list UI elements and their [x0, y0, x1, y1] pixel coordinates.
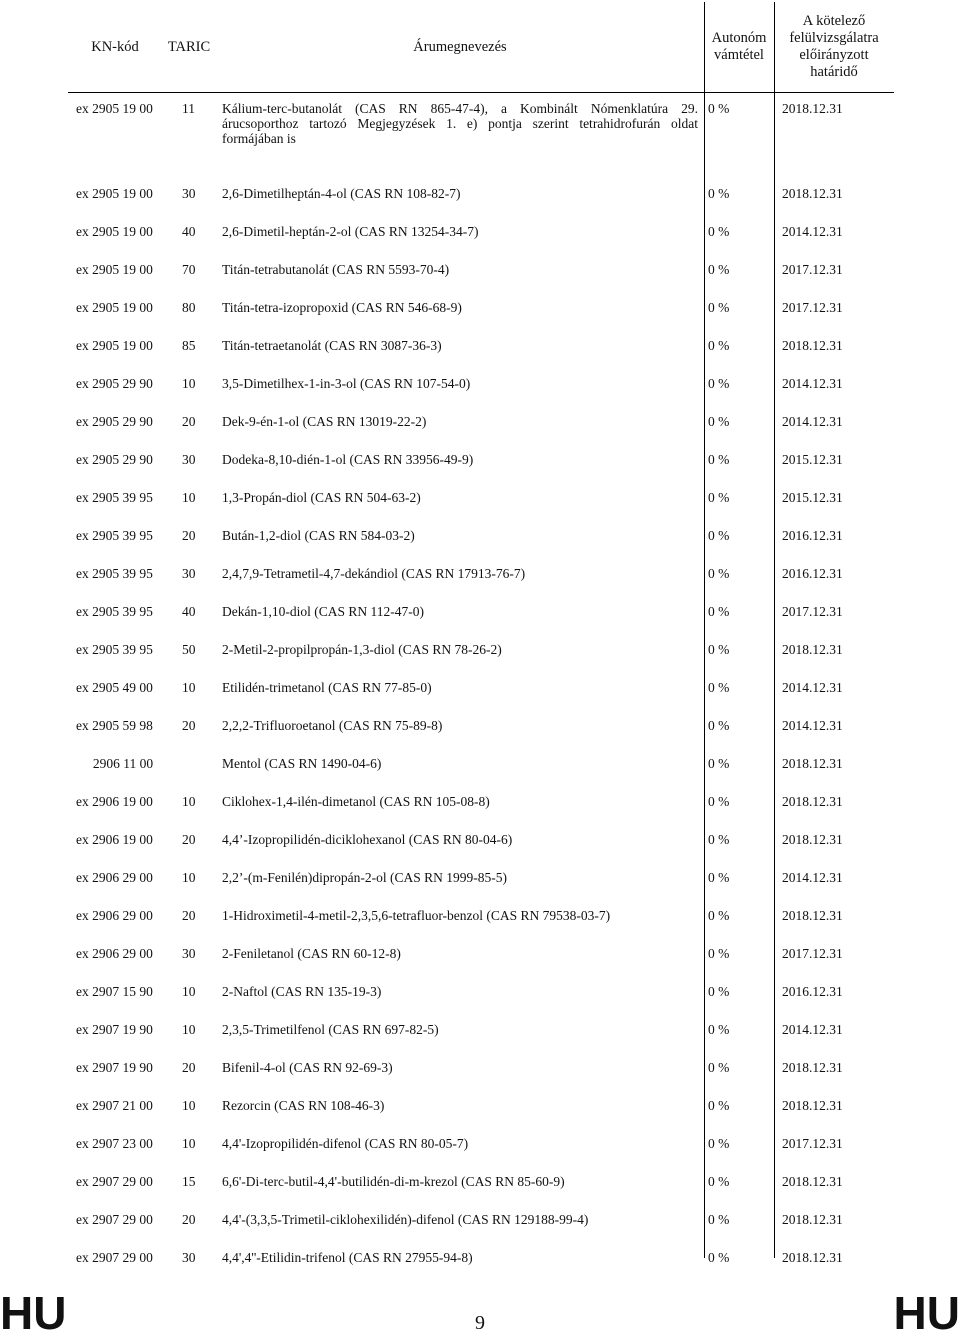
- cell-rate: 0 %: [708, 680, 730, 695]
- cell-taric: 40: [182, 224, 196, 239]
- cell-kn-code: ex 2906 19 00: [76, 794, 153, 809]
- cell-review-date: 2018.12.31: [782, 186, 843, 201]
- cell-review-date: 2017.12.31: [782, 946, 843, 961]
- table-row: [68, 479, 894, 517]
- cell-description: 2,4,7,9-Tetrametil-4,7-dekándiol (CAS RN 17913-76-7): [222, 566, 526, 581]
- cell-kn-code: ex 2906 29 00: [76, 908, 153, 923]
- cell-taric: 30: [182, 186, 196, 201]
- cell-description: Bután-1,2-diol (CAS RN 584-03-2): [222, 528, 415, 543]
- table-row: [68, 175, 894, 213]
- cell-taric: 30: [182, 946, 196, 961]
- cell-description: 2,6-Dimetil-heptán-2-ol (CAS RN 13254-34-7): [222, 224, 479, 239]
- cell-rate: 0 %: [708, 642, 730, 657]
- cell-review-date: 2017.12.31: [782, 300, 843, 315]
- cell-taric: 85: [182, 338, 196, 353]
- cell-review-date: 2018.12.31: [782, 642, 843, 657]
- cell-description: 2,2’-(m-Fenilén)dipropán-2-ol (CAS RN 1999-85-5): [222, 870, 507, 885]
- cell-rate: 0 %: [708, 1136, 730, 1151]
- cell-kn-code: ex 2907 29 00: [76, 1250, 153, 1265]
- cell-description: 2,2,2-Trifluoroetanol (CAS RN 75-89-8): [222, 718, 443, 733]
- cell-review-date: 2016.12.31: [782, 984, 843, 999]
- table-row: [68, 555, 894, 593]
- cell-review-date: 2017.12.31: [782, 262, 843, 277]
- cell-rate: 0 %: [708, 1250, 730, 1265]
- cell-review-date: 2014.12.31: [782, 376, 843, 391]
- cell-taric: 20: [182, 414, 196, 429]
- cell-taric: 70: [182, 262, 196, 277]
- cell-rate: 0 %: [708, 870, 730, 885]
- table-row: [68, 1163, 894, 1201]
- cell-description: Dekán-1,10-diol (CAS RN 112-47-0): [222, 604, 424, 619]
- cell-taric: 50: [182, 642, 196, 657]
- cell-review-date: 2018.12.31: [782, 1174, 843, 1189]
- cell-kn-code: ex 2907 29 00: [76, 1174, 153, 1189]
- table-row: [68, 251, 894, 289]
- table-row: [68, 289, 894, 327]
- cell-kn-code: ex 2906 19 00: [76, 832, 153, 847]
- cell-rate: 0 %: [708, 1174, 730, 1189]
- cell-review-date: 2014.12.31: [782, 414, 843, 429]
- cell-review-date: 2018.12.31: [782, 338, 843, 353]
- cell-description: Etilidén-trimetanol (CAS RN 77-85-0): [222, 680, 432, 695]
- cell-review-date: 2016.12.31: [782, 528, 843, 543]
- cell-kn-code: ex 2907 15 90: [76, 984, 153, 999]
- cell-review-date: 2014.12.31: [782, 870, 843, 885]
- cell-kn-code: ex 2906 29 00: [76, 870, 153, 885]
- cell-review-date: 2018.12.31: [782, 908, 843, 923]
- cell-review-date: 2017.12.31: [782, 1136, 843, 1151]
- table-row: [68, 935, 894, 973]
- table-row: [68, 1087, 894, 1125]
- cell-kn-code: ex 2905 39 95: [76, 528, 153, 543]
- header-review-date: A kötelező felülvizsgálatra előirányzott határidő: [789, 13, 879, 80]
- cell-description: 4,4’-Izopropilidén-diciklohexanol (CAS RN 80-04-6): [222, 832, 513, 847]
- table-row: [68, 745, 894, 783]
- table-row: [68, 327, 894, 365]
- cell-rate: 0 %: [708, 832, 730, 847]
- cell-rate: 0 %: [708, 1212, 730, 1227]
- cell-rate: 0 %: [708, 338, 730, 353]
- cell-kn-code: ex 2905 19 00: [76, 338, 153, 353]
- cell-taric: 20: [182, 908, 196, 923]
- cell-review-date: 2018.12.31: [782, 101, 843, 116]
- cell-description: 3,5-Dimetilhex-1-in-3-ol (CAS RN 107-54-0): [222, 376, 471, 391]
- cell-description: 4,4'-Izopropilidén-difenol (CAS RN 80-05-7): [222, 1136, 469, 1151]
- cell-rate: 0 %: [708, 566, 730, 581]
- page-number: 9: [475, 1312, 485, 1334]
- cell-rate: 0 %: [708, 1022, 730, 1037]
- cell-description: 6,6'-Di-terc-butil-4,4'-butilidén-di-m-krezol (CAS RN 85-60-9): [222, 1174, 565, 1189]
- cell-description: 4,4'-(3,3,5-Trimetil-ciklohexilidén)-difenol (CAS RN 129188-99-4): [222, 1212, 589, 1227]
- table-row: [68, 593, 894, 631]
- table-row: [68, 707, 894, 745]
- cell-description: Ciklohex-1,4-ilén-dimetanol (CAS RN 105-08-8): [222, 794, 490, 809]
- cell-rate: 0 %: [708, 984, 730, 999]
- table-row: [68, 631, 894, 669]
- cell-taric: 30: [182, 566, 196, 581]
- table-row: [68, 441, 894, 479]
- cell-review-date: 2017.12.31: [782, 604, 843, 619]
- cell-description: Mentol (CAS RN 1490-04-6): [222, 756, 382, 771]
- table-row: [68, 1125, 894, 1163]
- cell-review-date: 2014.12.31: [782, 680, 843, 695]
- cell-rate: 0 %: [708, 376, 730, 391]
- cell-description: 1-Hidroximetil-4-metil-2,3,5,6-tetrafluor-benzol (CAS RN 79538-03-7): [222, 908, 611, 923]
- cell-description: Titán-tetraetanolát (CAS RN 3087-36-3): [222, 338, 442, 353]
- cell-taric: 15: [182, 1174, 196, 1189]
- cell-taric: 10: [182, 490, 196, 505]
- table-row: [68, 1011, 894, 1049]
- footer-country-code-left: HU: [0, 1287, 67, 1339]
- cell-kn-code: ex 2905 19 00: [76, 224, 153, 239]
- cell-description: 2-Metil-2-propilpropán-1,3-diol (CAS RN 78-26-2): [222, 642, 502, 657]
- cell-kn-code: ex 2905 39 95: [76, 490, 153, 505]
- cell-description: Dek-9-én-1-ol (CAS RN 13019-22-2): [222, 414, 427, 429]
- cell-description: 2-Naftol (CAS RN 135-19-3): [222, 984, 382, 999]
- cell-review-date: 2014.12.31: [782, 718, 843, 733]
- cell-rate: 0 %: [708, 1060, 730, 1075]
- cell-description: 2,3,5-Trimetilfenol (CAS RN 697-82-5): [222, 1022, 439, 1037]
- cell-taric: 10: [182, 1098, 196, 1113]
- cell-rate: 0 %: [708, 946, 730, 961]
- table-row: [68, 213, 894, 251]
- header-taric: TARIC: [167, 38, 211, 55]
- table-row: [68, 1201, 894, 1239]
- table-row: [68, 859, 894, 897]
- cell-description: 2,6-Dimetilheptán-4-ol (CAS RN 108-82-7): [222, 186, 461, 201]
- cell-rate: 0 %: [708, 224, 730, 239]
- cell-description: Kálium-terc-butanolát (CAS RN 865-47-4), a Kombinált Nómenklatúra 29. árucsoporthoz tartozó Megjegyzések 1. e) pontja szerint tetrahidrofurán oldat formájában is: [222, 101, 698, 146]
- cell-review-date: 2015.12.31: [782, 490, 843, 505]
- cell-rate: 0 %: [708, 186, 730, 201]
- cell-description: Bifenil-4-ol (CAS RN 92-69-3): [222, 1060, 393, 1075]
- cell-review-date: 2018.12.31: [782, 832, 843, 847]
- table-row: [68, 821, 894, 859]
- cell-review-date: 2014.12.31: [782, 224, 843, 239]
- table-row: [68, 517, 894, 555]
- cell-review-date: 2018.12.31: [782, 756, 843, 771]
- cell-taric: 20: [182, 1212, 196, 1227]
- cell-description: Titán-tetra-izopropoxid (CAS RN 546-68-9): [222, 300, 462, 315]
- cell-kn-code: ex 2907 23 00: [76, 1136, 153, 1151]
- cell-taric: 20: [182, 528, 196, 543]
- cell-taric: 20: [182, 832, 196, 847]
- table-row: [68, 403, 894, 441]
- cell-taric: 30: [182, 452, 196, 467]
- header-autonomous-rate: Autonóm vámtétel: [711, 30, 767, 63]
- cell-rate: 0 %: [708, 756, 730, 771]
- table-row: [68, 365, 894, 403]
- cell-taric: 10: [182, 984, 196, 999]
- cell-kn-code: ex 2905 39 95: [76, 604, 153, 619]
- cell-taric: 10: [182, 1022, 196, 1037]
- cell-taric: 10: [182, 870, 196, 885]
- cell-taric: 10: [182, 376, 196, 391]
- cell-rate: 0 %: [708, 262, 730, 277]
- cell-kn-code: ex 2905 19 00: [76, 262, 153, 277]
- cell-rate: 0 %: [708, 528, 730, 543]
- cell-taric: 10: [182, 1136, 196, 1151]
- cell-rate: 0 %: [708, 101, 730, 116]
- cell-review-date: 2018.12.31: [782, 1250, 843, 1265]
- header-description: Árumegnevezés: [413, 38, 507, 55]
- table-row: [68, 1049, 894, 1087]
- cell-taric: 11: [182, 101, 195, 116]
- cell-taric: 20: [182, 1060, 196, 1075]
- cell-description: 1,3-Propán-diol (CAS RN 504-63-2): [222, 490, 421, 505]
- cell-kn-code: 2906 11 00: [92, 756, 154, 771]
- cell-kn-code: ex 2905 59 98: [76, 718, 153, 733]
- cell-rate: 0 %: [708, 1098, 730, 1113]
- cell-kn-code: ex 2905 29 90: [76, 452, 153, 467]
- cell-kn-code: ex 2905 39 95: [76, 566, 153, 581]
- cell-description: Titán-tetrabutanolát (CAS RN 5593-70-4): [222, 262, 450, 277]
- cell-rate: 0 %: [708, 604, 730, 619]
- cell-rate: 0 %: [708, 718, 730, 733]
- cell-taric: 10: [182, 794, 196, 809]
- cell-taric: 30: [182, 1250, 196, 1265]
- cell-kn-code: ex 2907 19 90: [76, 1060, 153, 1075]
- cell-kn-code: ex 2907 21 00: [76, 1098, 153, 1113]
- cell-review-date: 2018.12.31: [782, 1060, 843, 1075]
- table-row: [68, 783, 894, 821]
- cell-rate: 0 %: [708, 490, 730, 505]
- cell-review-date: 2018.12.31: [782, 794, 843, 809]
- cell-description: 4,4',4''-Etilidin-trifenol (CAS RN 27955-94-8): [222, 1250, 473, 1265]
- table-body: [68, 93, 894, 1277]
- cell-rate: 0 %: [708, 452, 730, 467]
- cell-taric: 10: [182, 680, 196, 695]
- cell-taric: 20: [182, 718, 196, 733]
- cell-description: Dodeka-8,10-dién-1-ol (CAS RN 33956-49-9): [222, 452, 474, 467]
- cell-review-date: 2018.12.31: [782, 1098, 843, 1113]
- cell-kn-code: ex 2907 29 00: [76, 1212, 153, 1227]
- cell-kn-code: ex 2907 19 90: [76, 1022, 153, 1037]
- cell-kn-code: ex 2906 29 00: [76, 946, 153, 961]
- cell-review-date: 2018.12.31: [782, 1212, 843, 1227]
- cell-taric: 40: [182, 604, 196, 619]
- table-row: [68, 669, 894, 707]
- table-row: [68, 973, 894, 1011]
- cell-rate: 0 %: [708, 414, 730, 429]
- cell-rate: 0 %: [708, 300, 730, 315]
- table-row: [68, 897, 894, 935]
- tariff-table: [68, 2, 894, 1277]
- cell-kn-code: ex 2905 39 95: [76, 642, 153, 657]
- header-kn-code: KN-kód: [91, 38, 139, 55]
- footer-country-code-right: HU: [893, 1287, 960, 1339]
- cell-kn-code: ex 2905 29 90: [76, 376, 153, 391]
- cell-review-date: 2016.12.31: [782, 566, 843, 581]
- cell-description: 2-Feniletanol (CAS RN 60-12-8): [222, 946, 401, 961]
- table-row: [68, 93, 894, 175]
- cell-description: Rezorcin (CAS RN 108-46-3): [222, 1098, 385, 1113]
- cell-taric: 80: [182, 300, 196, 315]
- cell-review-date: 2014.12.31: [782, 1022, 843, 1037]
- cell-rate: 0 %: [708, 908, 730, 923]
- cell-kn-code: ex 2905 29 90: [76, 414, 153, 429]
- cell-rate: 0 %: [708, 794, 730, 809]
- cell-kn-code: ex 2905 49 00: [76, 680, 153, 695]
- cell-kn-code: ex 2905 19 00: [76, 300, 153, 315]
- table-header: [68, 2, 894, 93]
- table-row: [68, 1239, 894, 1277]
- cell-kn-code: ex 2905 19 00: [76, 186, 153, 201]
- cell-review-date: 2015.12.31: [782, 452, 843, 467]
- cell-kn-code: ex 2905 19 00: [76, 101, 153, 116]
